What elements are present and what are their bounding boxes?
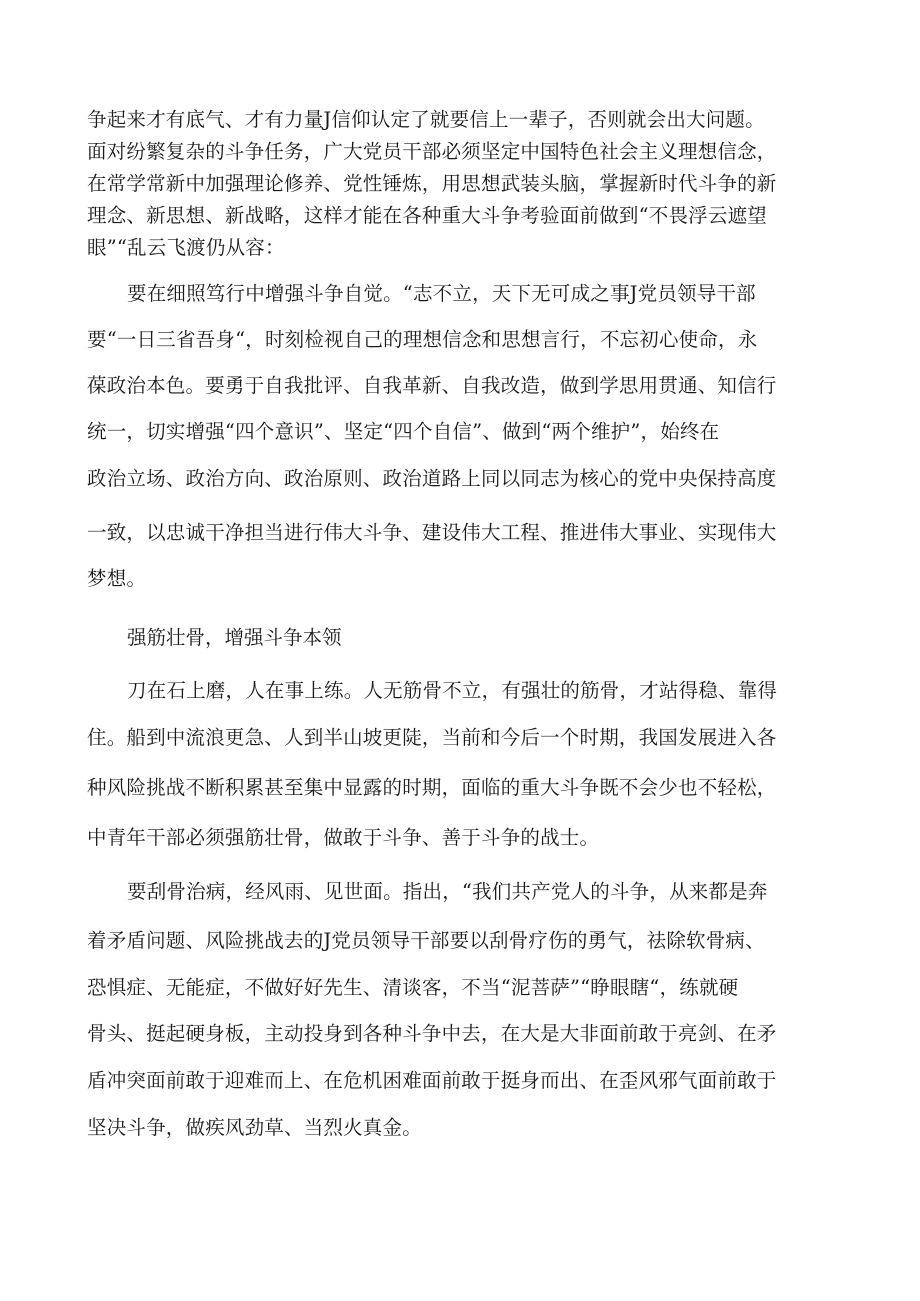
paragraph-4-line-3: 恐惧症、无能症，不做好好先生、清谈客，不当“泥菩萨”“睁眼瞎“，练就硬 (87, 976, 739, 999)
paragraph-2-line-1: 要在细照笃行中增强斗争自觉。“志不立，天下无可成之事J党员领导干部 (127, 282, 756, 305)
paragraph-4-line-2: 着矛盾问题、风险挑战去的J党员领导干部要以刮骨疗伤的勇气，祛除软骨病、 (87, 929, 765, 952)
paragraph-2-line-6: 一致，以忠诚干净担当进行伟大斗争、建设伟大工程、推进伟大事业、实现伟大 (87, 521, 777, 544)
paragraph-1-line-3: 在常学常新中加强理论修养、党性锤炼，用思想武装头脑，掌握新时代斗争的新 (87, 172, 777, 195)
paragraph-2-line-3: 葆政治本色。要勇于自我批评、自我革新、自我改造，做到学思用贯通、知信行 (87, 374, 777, 397)
paragraph-2-line-7: 梦想。 (87, 567, 147, 590)
paragraph-3-line-3: 种风险挑战不断积累甚至集中显露的时期，面临的重大斗争既不会少也不轻松， (87, 776, 777, 799)
paragraph-3-line-1: 刀在石上磨，人在事上练。人无筋骨不立，有强壮的筋骨，才站得稳、靠得 (127, 679, 778, 702)
section-heading: 强筋壮骨，增强斗争本领 (127, 626, 342, 649)
paragraph-4-line-5: 盾冲突面前敢于迎难而上、在危机困难面前敢于挺身而出、在歪风邪气面前敢于 (87, 1069, 777, 1092)
paragraph-2-line-5: 政治立场、政治方向、政治原则、政治道路上同以同志为核心的党中央保持高度 (87, 467, 777, 490)
paragraph-1-line-4: 理念、新思想、新战略，这样才能在各种重大斗争考验面前做到“不畏浮云遮望 (87, 204, 767, 227)
paragraph-3-line-4: 中青年干部必须强筋壮骨，做敢于斗争、善于斗争的战士。 (87, 826, 600, 849)
paragraph-3-line-2: 住。船到中流浪更急、人到半山坡更陡，当前和今后一个时期，我国发展进入各 (87, 726, 777, 749)
paragraph-1-line-5: 眼”“乱云飞渡仍从容： (87, 236, 285, 259)
paragraph-1-line-1: 争起来才有底气、才有力量J信仰认定了就要信上一辈子，否则就会出大问题。 (87, 108, 765, 131)
paragraph-4-line-1: 要刮骨治病，经风雨、见世面。指出，“我们共产党人的斗争，从来都是奔 (127, 880, 768, 903)
paragraph-1-line-2: 面对纷繁复杂的斗争任务，广大党员干部必须坚定中国特色社会主义理想信念， (87, 140, 777, 163)
paragraph-4-line-6: 坚决斗争，做疾风劲草、当烈火真金。 (87, 1116, 422, 1139)
paragraph-4-line-4: 骨头、挺起硬身板，主动投身到各种斗争中去，在大是大非面前敢于亮剑、在矛 (87, 1022, 777, 1045)
paragraph-2-line-2: 要“一日三省吾身“，时刻检视自己的理想信念和思想言行，不忘初心使命，永 (87, 328, 758, 351)
paragraph-2-line-4: 统一，切实增强“四个意识”、坚定“四个自信”、做到“两个维护”，始终在 (87, 420, 720, 443)
